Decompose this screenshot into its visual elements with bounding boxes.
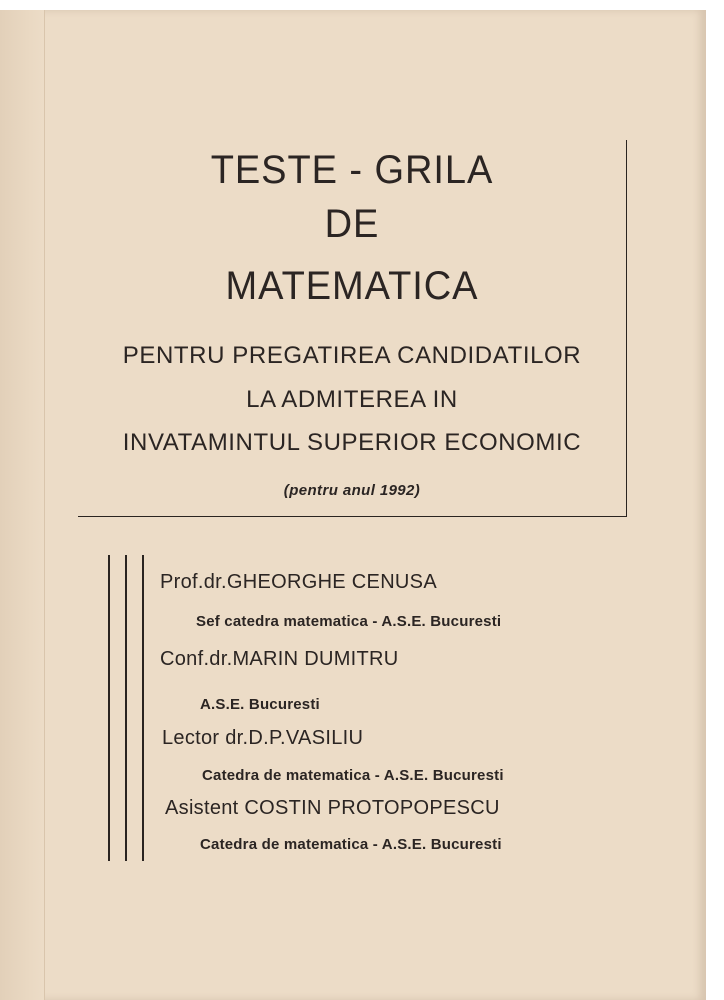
decorative-rule-3 (142, 555, 144, 861)
book-spine (0, 10, 45, 1000)
author-name: Conf.dr.MARIN DUMITRU (160, 648, 399, 670)
title-line-2: DE (324, 202, 380, 246)
author-name: Prof.dr.GHEORGHE CENUSA (160, 571, 437, 593)
decorative-rule-1 (108, 555, 110, 861)
author-name: Asistent COSTIN PROTOPOPESCU (165, 797, 500, 819)
decorative-rule-2 (125, 555, 127, 861)
author-affiliation: Catedra de matematica - A.S.E. Bucuresti (202, 767, 504, 784)
title-frame (78, 140, 627, 517)
author-affiliation: Sef catedra matematica - A.S.E. Bucuresti (196, 613, 502, 630)
title-line-1: TESTE - GRILA (210, 148, 494, 192)
year-note: (pentru anul 1992) (283, 482, 421, 499)
author-affiliation: Catedra de matematica - A.S.E. Bucuresti (200, 836, 502, 853)
subtitle-line-2: LA ADMITEREA IN (246, 386, 458, 413)
title-line-3: MATEMATICA (225, 264, 479, 308)
author-name: Lector dr.D.P.VASILIU (162, 727, 364, 749)
subtitle-line-1: PENTRU PREGATIREA CANDIDATILOR (122, 342, 582, 369)
subtitle-line-3: INVATAMINTUL SUPERIOR ECONOMIC (122, 429, 582, 456)
author-affiliation: A.S.E. Bucuresti (200, 696, 320, 713)
